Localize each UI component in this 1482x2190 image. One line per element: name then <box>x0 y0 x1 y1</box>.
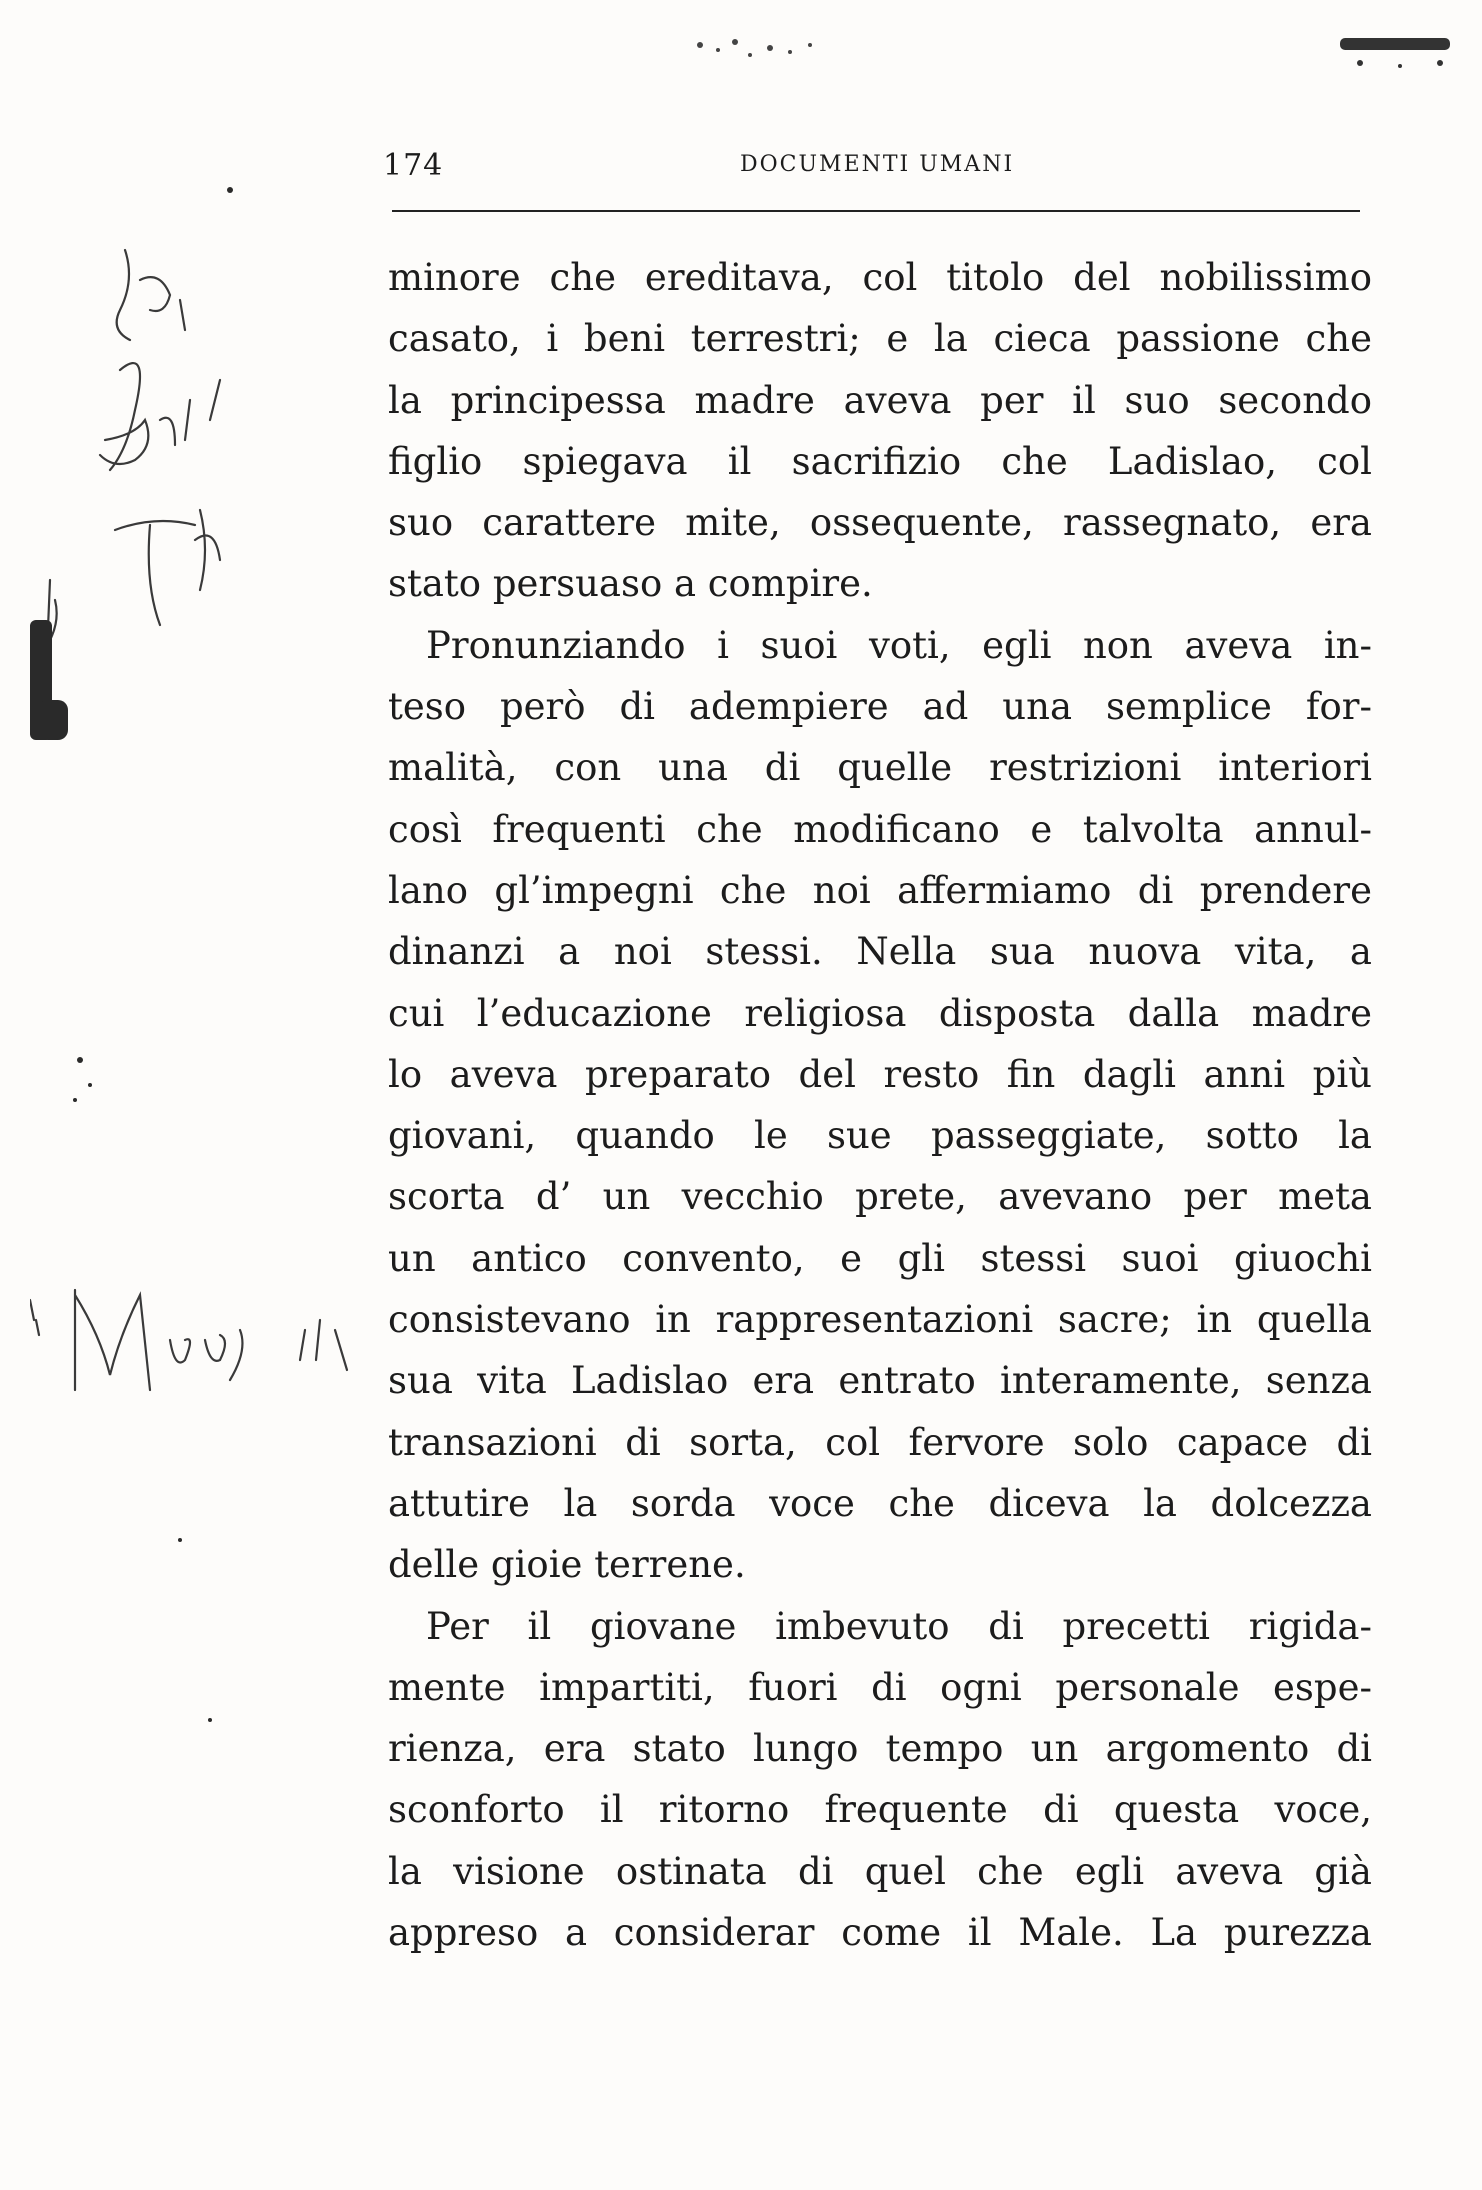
paragraph <box>388 615 1372 1596</box>
text-line: stato persuaso a compire. <box>388 562 873 606</box>
text-line: Per il giovane imbevuto di precetti rigida- <box>426 1604 1372 1648</box>
scan-noise-corner <box>1320 28 1470 78</box>
text-line: appreso a considerar come il Male. La purezza <box>388 1911 1372 1955</box>
text-line: la principessa madre aveva per il suo secondo <box>388 378 1372 422</box>
text-line: la visione ostinata di quel che egli aveva già <box>388 1849 1372 1893</box>
text-line: mente impartiti, fuori di ogni personale espe- <box>388 1665 1372 1709</box>
text-line: sua vita Ladislao era entrato interamente, senza <box>388 1359 1372 1403</box>
text-line: delle gioie terrene. <box>388 1543 746 1587</box>
body-text <box>388 247 1372 1963</box>
paragraph <box>388 247 1372 615</box>
text-line: così frequenti che modificano e talvolta annul- <box>388 807 1372 851</box>
text-line: rienza, era stato lungo tempo un argomento di <box>388 1727 1372 1771</box>
text-line: lo aveva preparato del resto fin dagli anni più <box>388 1052 1372 1096</box>
text-line: attutire la sorda voce che diceva la dolcezza <box>388 1481 1372 1525</box>
header-rule <box>392 210 1360 212</box>
text-line: suo carattere mite, ossequente, rassegnato, era <box>388 501 1372 545</box>
text-line: Pronunziando i suoi voti, egli non aveva in- <box>426 623 1372 667</box>
running-title: DOCUMENTI UMANI <box>740 152 1015 177</box>
text-line: cui l’educazione religiosa disposta dalla madre <box>388 991 1372 1035</box>
text-line: transazioni di sorta, col fervore solo capace di <box>388 1420 1372 1464</box>
text-line: sconforto il ritorno frequente di questa voce, <box>388 1788 1372 1832</box>
text-line: consistevano in rappresentazioni sacre; in quella <box>388 1298 1372 1342</box>
handwritten-marginalia <box>30 0 360 2190</box>
text-line: malità, con una di quelle restrizioni interiori <box>388 746 1372 790</box>
text-line: lano gl’impegni che noi affermiamo di prendere <box>388 868 1372 912</box>
page-number: 174 <box>383 148 444 183</box>
text-line: un antico convento, e gli stessi suoi giuochi <box>388 1236 1372 1280</box>
text-line: scorta d’ un vecchio prete, avevano per meta <box>388 1175 1372 1219</box>
text-line: casato, i beni terrestri; e la cieca passione che <box>388 317 1372 361</box>
text-line: dinanzi a noi stessi. Nella sua nuova vita, a <box>388 930 1372 974</box>
text-line: figlio spiegava il sacrifizio che Ladislao, col <box>388 439 1372 483</box>
text-line: teso però di adempiere ad una semplice for- <box>388 685 1372 729</box>
text-line: giovani, quando le sue passeggiate, sotto la <box>388 1114 1372 1158</box>
text-line: minore che ereditava, col titolo del nobilissimo <box>388 256 1372 299</box>
scan-noise <box>690 30 830 70</box>
paragraph <box>388 1596 1372 1964</box>
